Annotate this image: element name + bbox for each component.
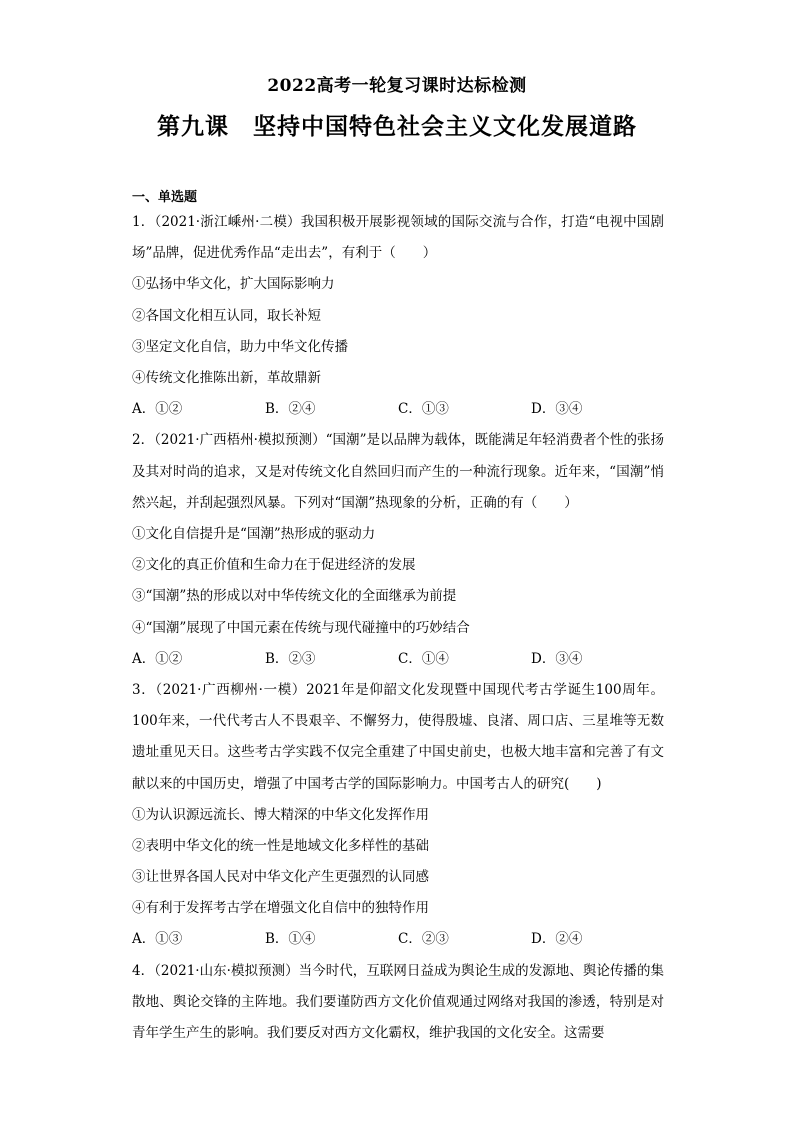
question-item: ②文化的真正价值和生命力在于促进经济的发展 xyxy=(132,557,416,574)
question-stem: 1．（2021·浙江嵊州·二模）我国积极开展影视领域的国际交流与合作，打造“电视中国剧场”品牌，促进优秀作品“走出去”，有利于（ ） xyxy=(132,214,664,262)
section-heading: 一、单选题 xyxy=(132,190,198,205)
question-item: ③坚定文化自信，助力中华文化传播 xyxy=(132,338,348,355)
lesson-title: 第九课 坚持中国特色社会主义文化发展道路 xyxy=(157,113,637,140)
question-4 xyxy=(132,956,664,1050)
question-item: ③让世界各国人民对中华文化产生更强烈的认同感 xyxy=(132,869,429,886)
question-item: ①为认识源远流长、博大精深的中华文化发挥作用 xyxy=(132,806,429,823)
question-list xyxy=(132,207,664,1049)
question-item: ④传统文化推陈出新，革故鼎新 xyxy=(132,369,321,386)
question-3 xyxy=(132,675,664,956)
question-item: ①文化自信提升是“国潮”热形成的驱动力 xyxy=(132,525,376,542)
question-item: ②表明中华文化的统一性是地域文化多样性的基础 xyxy=(132,837,429,854)
question-1 xyxy=(132,207,664,425)
option-b[interactable]: B．①④ xyxy=(265,931,316,948)
option-a[interactable]: A．①② xyxy=(132,401,183,418)
option-b[interactable]: B．②③ xyxy=(265,650,316,667)
question-stem: 2．（2021·广西梧州·模拟预测）“国潮”是以品牌为载体，既能满足年轻消费者个性的张扬及其对时尚的追求，又是对传统文化自然回归而产生的一种流行现象。近年来，“国潮”悄然兴起，并刮起强烈风暴。下列对“国潮”热现象的分析，正确的有（ ） xyxy=(132,432,664,511)
question-item: ①弘扬中华文化，扩大国际影响力 xyxy=(132,276,335,293)
question-item: ④“国潮”展现了中国元素在传统与现代碰撞中的巧妙结合 xyxy=(132,619,470,636)
answer-options xyxy=(132,644,664,675)
question-item: ③“国潮”热的形成以对中华传统文化的全面继承为前提 xyxy=(132,588,457,605)
option-a[interactable]: A．①③ xyxy=(132,931,183,948)
option-d[interactable]: D．②④ xyxy=(531,931,583,948)
question-stem: 4．（2021·山东·模拟预测）当今时代，互联网日益成为舆论生成的发源地、舆论传播的集散地、舆论交锋的主阵地。我们要谨防西方文化价值观通过网络对我国的渗透，特别是对青年学生产生的影响。我们要反对西方文化霸权，维护我国的文化安全。这需要 xyxy=(132,962,664,1042)
option-d[interactable]: D．③④ xyxy=(531,401,583,418)
answer-options xyxy=(132,394,664,425)
option-b[interactable]: B．②④ xyxy=(265,401,316,418)
option-c[interactable]: C．①③ xyxy=(398,401,449,418)
question-item: ②各国文化相互认同，取长补短 xyxy=(132,307,321,324)
question-stem: 3．（2021·广西柳州·一模）2021年是仰韶文化发现暨中国现代考古学诞生100周年。100年来，一代代考古人不畏艰辛、不懈努力，使得殷墟、良渚、周口店、三星堆等无数遗址重见天日。这些考古学实践不仅完全重建了中国史前史，也极大地丰富和完善了有文献以来的中国历史，增强了中国考古学的国际影响力。中国考古人的研究( ) xyxy=(132,681,664,792)
question-item: ④有利于发挥考古学在增强文化自信中的独特作用 xyxy=(132,900,429,917)
option-c[interactable]: C．①④ xyxy=(398,650,449,667)
option-d[interactable]: D．③④ xyxy=(531,650,583,667)
option-c[interactable]: C．②③ xyxy=(398,931,449,948)
option-a[interactable]: A．①② xyxy=(132,650,183,667)
answer-options xyxy=(132,924,664,955)
document-title: 2022高考一轮复习课时达标检测 xyxy=(267,76,527,96)
question-2 xyxy=(132,425,664,675)
